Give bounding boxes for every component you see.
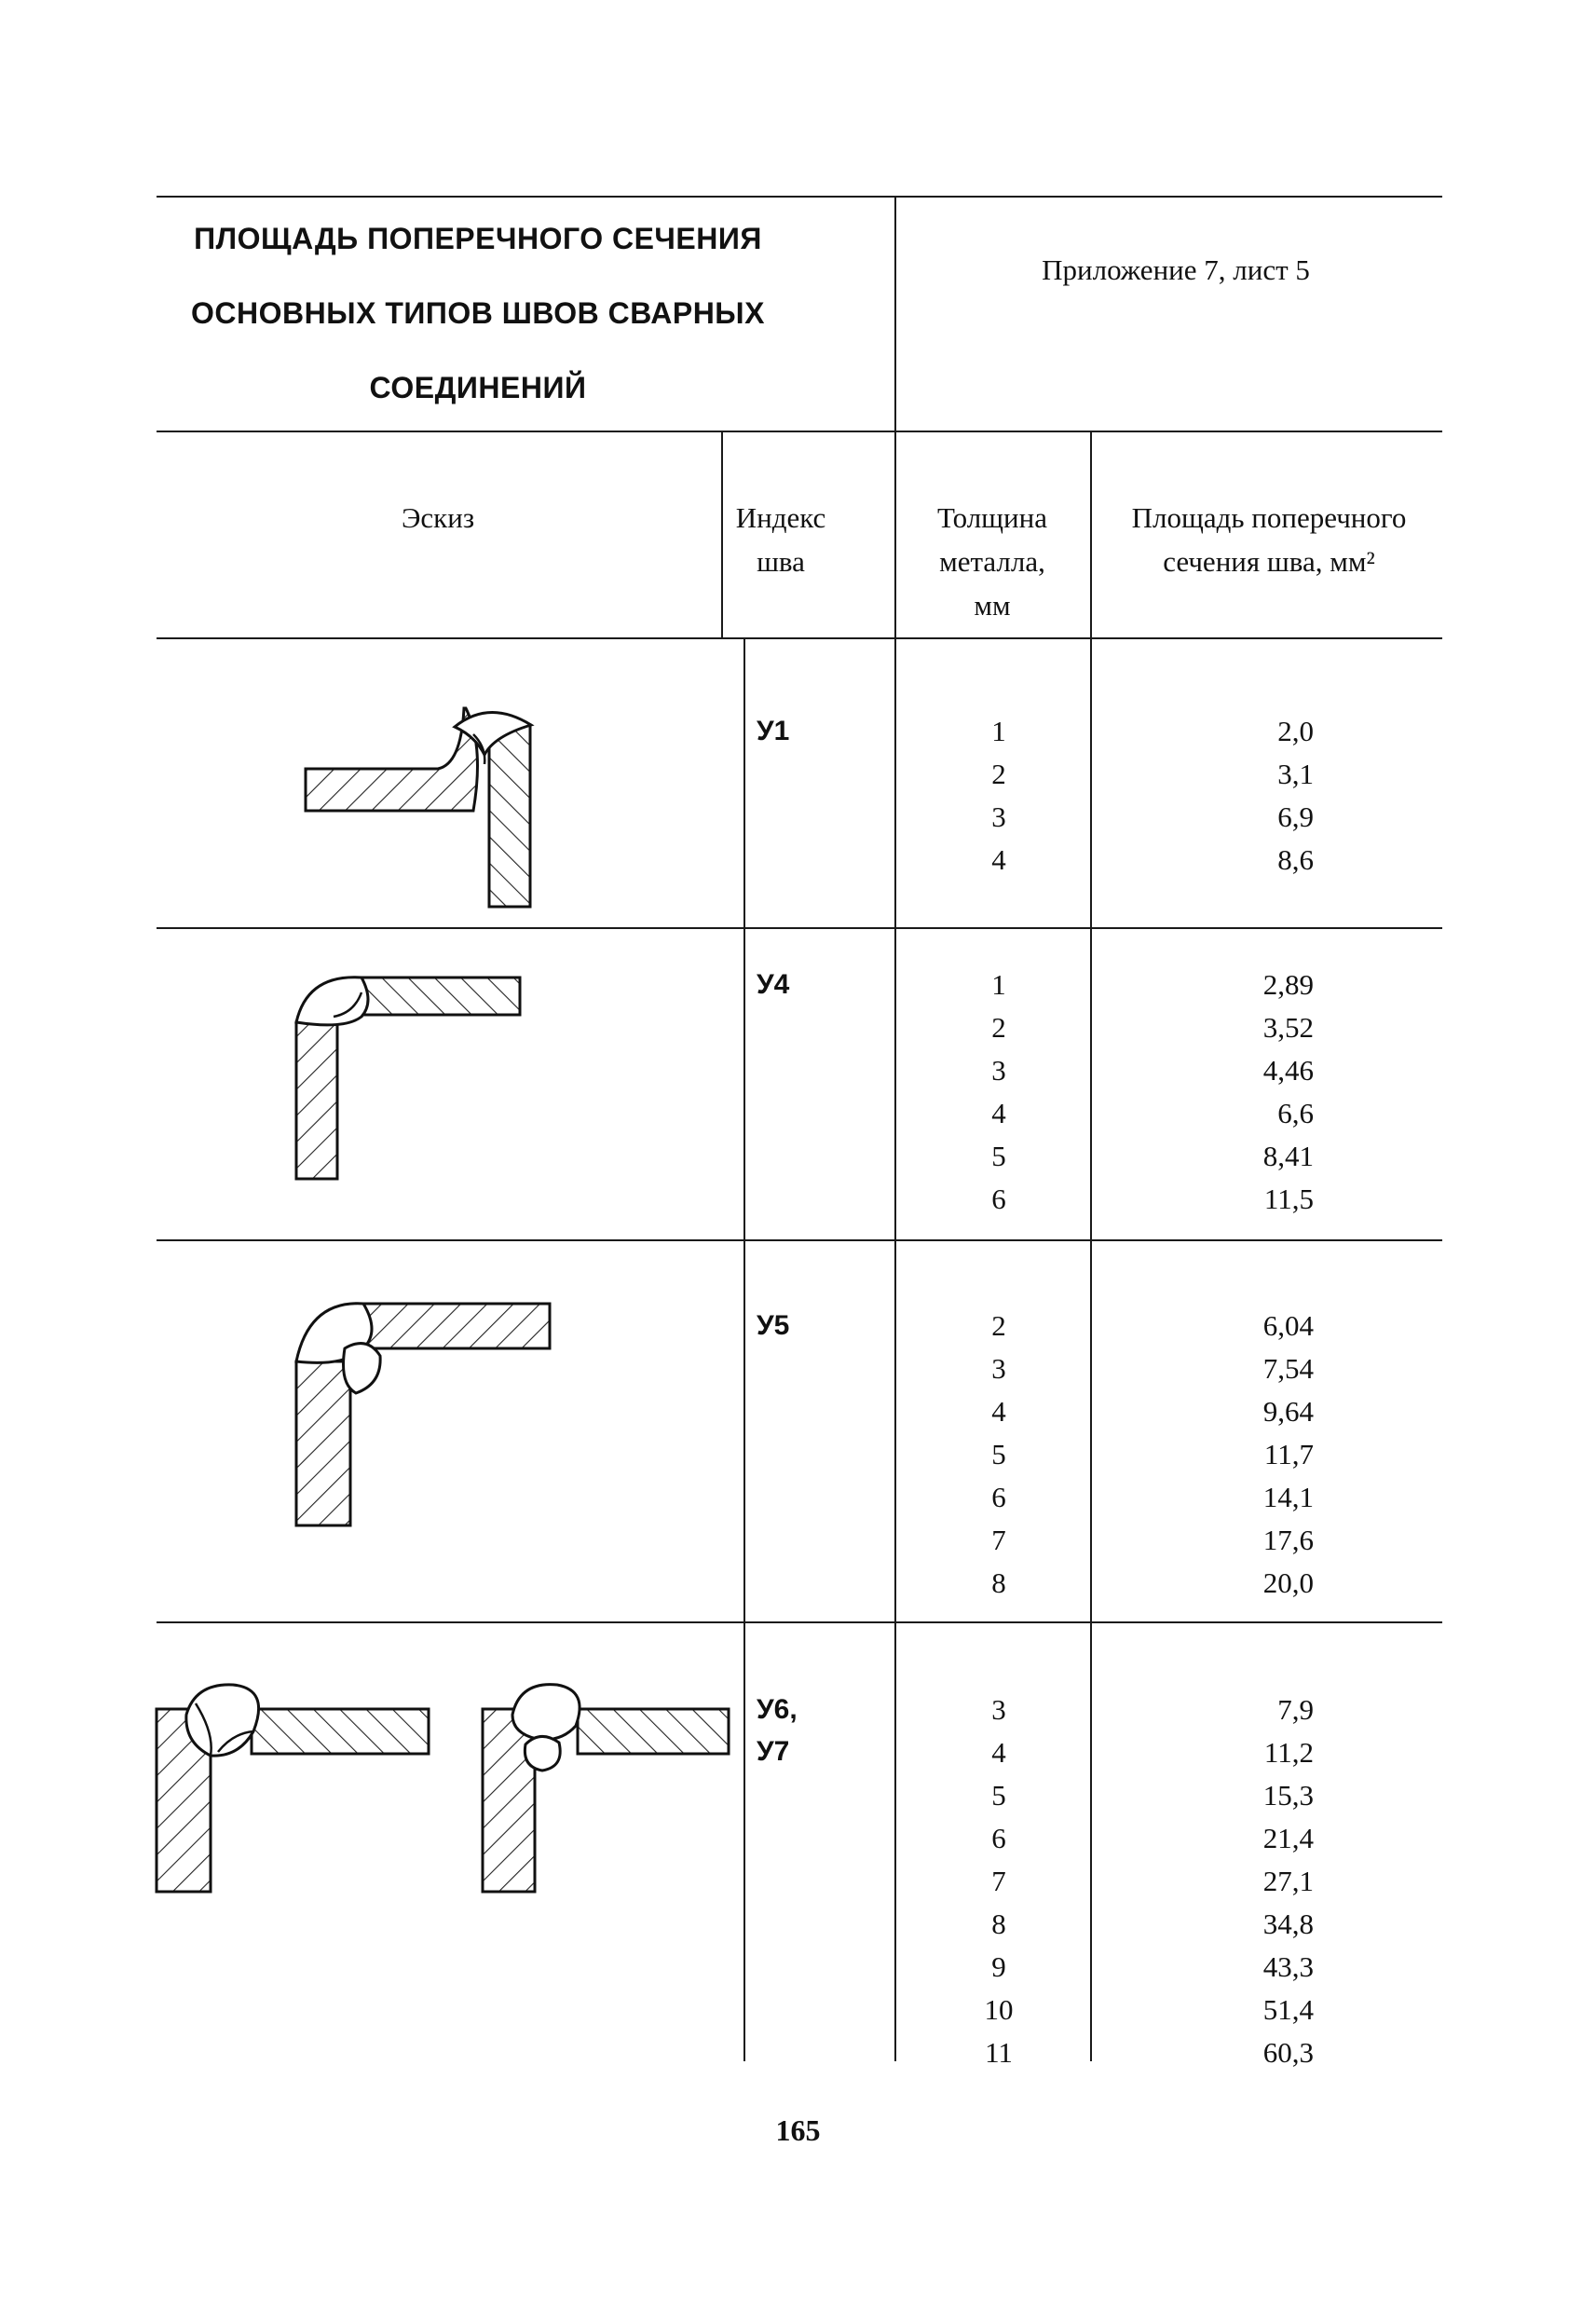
plate-horizontal [252, 1709, 429, 1754]
area-value: 3,1 [1277, 758, 1314, 790]
row-divider [157, 1239, 1442, 1241]
weld-index-line: У5 [757, 1310, 790, 1341]
thickness-value: 5 [991, 1438, 1006, 1470]
weld-sketch-u4 [289, 964, 531, 1188]
area-value: 60,3 [1262, 2036, 1314, 2069]
weld-index-line: У4 [757, 969, 790, 1000]
weld-bead [512, 1685, 580, 1740]
column-header-thickness-line: Толщина [937, 501, 1047, 534]
area-value: 2,0 [1277, 715, 1314, 747]
page-number: 165 [775, 2113, 821, 2147]
column-header-thickness [896, 496, 1088, 627]
plate-horizontal [306, 708, 478, 811]
header-bottom-rule [157, 431, 1442, 432]
column-header-index-line: шва [757, 545, 805, 578]
thickness-value: 6 [991, 1481, 1006, 1513]
column-header-sketch: Эскиз [401, 501, 475, 534]
plate-vertical [489, 725, 530, 907]
column-header-area [1092, 496, 1446, 583]
thickness-value: 7 [991, 1865, 1006, 1897]
weld-bead-root [525, 1736, 560, 1771]
weld-sketch-u7 [475, 1677, 736, 1901]
area-value: 43,3 [1262, 1950, 1314, 1983]
weld-index [757, 710, 789, 752]
thickness-value: 1 [991, 715, 1006, 747]
plate-horizontal [578, 1709, 729, 1754]
area-value: 8,41 [1262, 1140, 1314, 1172]
thickness-value: 10 [984, 1993, 1014, 2026]
area-value: 7,54 [1262, 1352, 1314, 1385]
column-header-thickness-line: мм [974, 589, 1011, 622]
thickness-value: 4 [991, 843, 1006, 876]
table-title-line-2: ОСНОВНЫХ ТИПОВ ШВОВ СВАРНЫХ [191, 296, 765, 330]
weld-bead-root [344, 1344, 381, 1393]
thickness-list [902, 1689, 1096, 2074]
area-value: 8,6 [1277, 843, 1314, 876]
area-list [1118, 710, 1314, 882]
area-value: 9,64 [1262, 1395, 1314, 1428]
column-header-area-line: Площадь поперечного [1131, 501, 1407, 534]
thickness-value: 4 [991, 1097, 1006, 1129]
thickness-value: 2 [991, 1309, 1006, 1342]
thickness-value: 2 [991, 758, 1006, 790]
area-value: 15,3 [1262, 1779, 1314, 1812]
weld-index [757, 964, 789, 1005]
column-header-area-line: сечения шва, мм² [1163, 545, 1375, 578]
weld-index-line: У6, [757, 1694, 798, 1725]
index-column-divider [743, 637, 745, 2061]
area-value: 27,1 [1262, 1865, 1314, 1897]
weld-index-line: У1 [757, 716, 790, 746]
table-top-rule [157, 196, 1442, 198]
thickness-value: 4 [991, 1736, 1006, 1769]
row-divider [157, 1621, 1442, 1623]
area-value: 4,46 [1262, 1054, 1314, 1087]
weld-bead [186, 1685, 259, 1756]
thickness-list [902, 964, 1096, 1221]
thickness-list [902, 710, 1096, 882]
thickness-value: 1 [991, 968, 1006, 1001]
weld-index-line: У7 [757, 1736, 790, 1767]
area-value: 2,89 [1262, 968, 1314, 1001]
area-value: 11,7 [1263, 1438, 1314, 1470]
appendix-label: Приложение 7, лист 5 [1042, 253, 1310, 286]
column-header-index [723, 496, 839, 583]
column-header-thickness-line: металла, [939, 545, 1045, 578]
thickness-value: 3 [991, 1693, 1006, 1726]
area-value: 34,8 [1262, 1908, 1314, 1940]
thickness-value: 3 [991, 1352, 1006, 1385]
thickness-value: 3 [991, 800, 1006, 833]
weld-index [757, 1689, 798, 1772]
weld-sketch-u1 [298, 699, 559, 913]
weld-sketch-u5 [289, 1291, 559, 1533]
area-list [1118, 1689, 1314, 2074]
plate-horizontal [363, 1304, 550, 1348]
area-value: 3,52 [1262, 1011, 1314, 1044]
title-column-divider [894, 196, 896, 2061]
thickness-value: 7 [991, 1524, 1006, 1556]
area-value: 51,4 [1262, 1993, 1314, 2026]
row-divider [157, 927, 1442, 929]
plate-horizontal [361, 978, 520, 1015]
area-value: 6,6 [1277, 1097, 1314, 1129]
weld-index [757, 1305, 789, 1347]
area-list [1118, 1305, 1314, 1605]
plate-vertical [296, 1361, 350, 1525]
area-value: 17,6 [1262, 1524, 1314, 1556]
area-value: 21,4 [1262, 1822, 1314, 1854]
column-header-bottom-rule [157, 637, 1442, 639]
thickness-list [902, 1305, 1096, 1605]
thickness-value: 6 [991, 1183, 1006, 1215]
area-value: 7,9 [1277, 1693, 1314, 1726]
thickness-value: 3 [991, 1054, 1006, 1087]
thickness-value: 8 [991, 1908, 1006, 1940]
area-value: 6,04 [1262, 1309, 1314, 1342]
thickness-value: 9 [991, 1950, 1006, 1983]
area-value: 14,1 [1262, 1481, 1314, 1513]
thickness-value: 5 [991, 1140, 1006, 1172]
area-value: 11,2 [1263, 1736, 1314, 1769]
thickness-value: 11 [985, 2036, 1013, 2069]
thickness-value: 5 [991, 1779, 1006, 1812]
area-value: 6,9 [1277, 800, 1314, 833]
weld-sketch-u6 [149, 1677, 438, 1901]
area-value: 11,5 [1263, 1183, 1314, 1215]
thickness-value: 8 [991, 1566, 1006, 1599]
table-title-line-1: ПЛОЩАДЬ ПОПЕРЕЧНОГО СЕЧЕНИЯ [194, 222, 762, 255]
thickness-value: 2 [991, 1011, 1006, 1044]
table-title-line-3: СОЕДИНЕНИЙ [369, 371, 587, 404]
column-header-index-line: Индекс [735, 501, 826, 534]
plate-vertical [296, 1022, 337, 1179]
thickness-value: 6 [991, 1822, 1006, 1854]
area-list [1118, 964, 1314, 1221]
area-value: 20,0 [1262, 1566, 1314, 1599]
thickness-value: 4 [991, 1395, 1006, 1428]
